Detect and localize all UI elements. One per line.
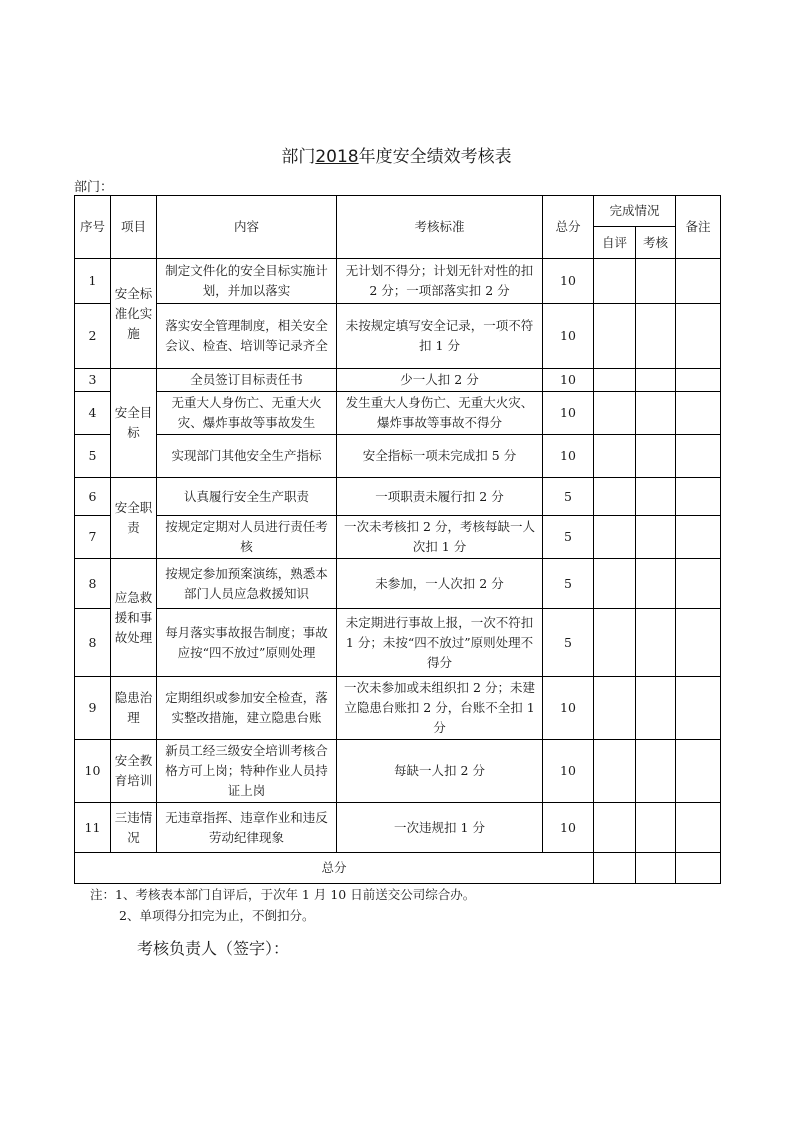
header-item: 项目 (111, 196, 157, 259)
check-score-cell[interactable] (636, 392, 676, 435)
row-standard: 无计划不得分；计划无针对性的扣 2 分；一项部落实扣 2 分 (337, 259, 543, 304)
row-seq: 8 (75, 559, 111, 609)
check-score-cell[interactable] (636, 435, 676, 478)
self-score-cell[interactable] (594, 259, 636, 304)
header-content: 内容 (157, 196, 337, 259)
header-check: 考核 (636, 227, 676, 259)
self-score-cell[interactable] (594, 369, 636, 392)
row-content: 无重大人身伤亡、无重大火灾、爆炸事故等事故发生 (157, 392, 337, 435)
row-seq: 1 (75, 259, 111, 304)
row-score: 10 (543, 369, 594, 392)
remark-cell[interactable] (676, 803, 721, 853)
row-standard: 发生重大人身伤亡、无重大火灾、爆炸事故等事故不得分 (337, 392, 543, 435)
group-label: 隐患治理 (111, 677, 157, 740)
row-standard: 未按规定填写安全记录，一项不符扣 1 分 (337, 304, 543, 369)
row-seq: 3 (75, 369, 111, 392)
row-seq: 4 (75, 392, 111, 435)
total-label: 总分 (75, 853, 594, 884)
total-remark-cell[interactable] (676, 853, 721, 884)
table-row (75, 677, 721, 740)
self-score-cell[interactable] (594, 609, 636, 677)
row-seq: 7 (75, 516, 111, 559)
self-score-cell[interactable] (594, 392, 636, 435)
row-score: 5 (543, 559, 594, 609)
header-self: 自评 (594, 227, 636, 259)
row-content: 按规定参加预案演练，熟悉本部门人员应急救援知识 (157, 559, 337, 609)
check-score-cell[interactable] (636, 369, 676, 392)
title-prefix: 部门 (281, 147, 316, 167)
check-score-cell[interactable] (636, 559, 676, 609)
table-row (75, 478, 721, 516)
row-seq: 8 (75, 609, 111, 677)
table-row (75, 304, 721, 369)
group-label: 安全教育培训 (111, 740, 157, 803)
remark-cell[interactable] (676, 677, 721, 740)
row-content: 制定文件化的安全目标实施计划，并加以落实 (157, 259, 337, 304)
total-row (75, 853, 721, 884)
department-label: 部门： (74, 180, 114, 195)
row-standard: 安全指标一项未完成扣 5 分 (337, 435, 543, 478)
remark-cell[interactable] (676, 559, 721, 609)
check-score-cell[interactable] (636, 740, 676, 803)
row-seq: 5 (75, 435, 111, 478)
remark-cell[interactable] (676, 392, 721, 435)
group-label: 应急救援和事故处理 (111, 559, 157, 677)
row-score: 10 (543, 304, 594, 369)
row-score: 10 (543, 435, 594, 478)
row-seq: 10 (75, 740, 111, 803)
remark-cell[interactable] (676, 609, 721, 677)
row-content: 无违章指挥、违章作业和违反劳动纪律现象 (157, 803, 337, 853)
remark-cell[interactable] (676, 259, 721, 304)
total-self-cell[interactable] (594, 853, 636, 884)
row-standard: 一次未参加或未组织扣 2 分；未建立隐患台账扣 2 分，台账不全扣 1 分 (337, 677, 543, 740)
row-standard: 一次违规扣 1 分 (337, 803, 543, 853)
row-seq: 6 (75, 478, 111, 516)
row-content: 实现部门其他安全生产指标 (157, 435, 337, 478)
self-score-cell[interactable] (594, 435, 636, 478)
row-seq: 2 (75, 304, 111, 369)
title-year: 2018 (315, 147, 359, 167)
remark-cell[interactable] (676, 516, 721, 559)
row-seq: 9 (75, 677, 111, 740)
self-score-cell[interactable] (594, 304, 636, 369)
note-1: 注：1、考核表本部门自评后，于次年 1 月 10 日前送交公司综合办。 (90, 887, 476, 902)
row-seq: 11 (75, 803, 111, 853)
row-content: 每月落实事故报告制度；事故应按“四不放过”原则处理 (157, 609, 337, 677)
check-score-cell[interactable] (636, 478, 676, 516)
table-row (75, 609, 721, 677)
check-score-cell[interactable] (636, 516, 676, 559)
header-standard: 考核标准 (337, 196, 543, 259)
title-suffix: 年度安全绩效考核表 (358, 147, 512, 167)
remark-cell[interactable] (676, 435, 721, 478)
row-content: 新员工经三级安全培训考核合格方可上岗；特种作业人员持证上岗 (157, 740, 337, 803)
remark-cell[interactable] (676, 740, 721, 803)
self-score-cell[interactable] (594, 740, 636, 803)
row-standard: 一项职责未履行扣 2 分 (337, 478, 543, 516)
row-score: 5 (543, 478, 594, 516)
row-standard: 未定期进行事故上报，一次不符扣 1 分；未按“四不放过”原则处理不得分 (337, 609, 543, 677)
assessment-table (74, 195, 721, 884)
header-score: 总分 (543, 196, 594, 259)
group-label: 安全目标 (111, 369, 157, 478)
row-content: 按规定定期对人员进行责任考核 (157, 516, 337, 559)
self-score-cell[interactable] (594, 803, 636, 853)
group-label: 三违情况 (111, 803, 157, 853)
page-title (0, 142, 793, 167)
header-remark: 备注 (676, 196, 721, 259)
signature-label: 考核负责人（签字）： (137, 939, 290, 958)
row-score: 5 (543, 516, 594, 559)
note-2: 2、单项得分扣完为止，不倒扣分。 (119, 908, 315, 923)
table-row (75, 516, 721, 559)
row-score: 5 (543, 609, 594, 677)
row-standard: 每缺一人扣 2 分 (337, 740, 543, 803)
table-row (75, 259, 721, 304)
row-content: 全员签订目标责任书 (157, 369, 337, 392)
table-row (75, 435, 721, 478)
group-label: 安全标准化实施 (111, 259, 157, 369)
table-row (75, 740, 721, 803)
header-completion: 完成情况 (594, 196, 676, 227)
row-standard: 未参加，一人次扣 2 分 (337, 559, 543, 609)
table-row (75, 369, 721, 392)
self-score-cell[interactable] (594, 559, 636, 609)
total-check-cell[interactable] (636, 853, 676, 884)
remark-cell[interactable] (676, 304, 721, 369)
row-score: 10 (543, 740, 594, 803)
row-content: 定期组织或参加安全检查，落实整改措施，建立隐患台账 (157, 677, 337, 740)
table-row (75, 559, 721, 609)
row-score: 10 (543, 259, 594, 304)
row-score: 10 (543, 392, 594, 435)
header-seq: 序号 (75, 196, 111, 259)
table-row (75, 803, 721, 853)
row-standard: 一次未考核扣 2 分，考核每缺一人次扣 1 分 (337, 516, 543, 559)
row-score: 10 (543, 803, 594, 853)
row-content: 认真履行安全生产职责 (157, 478, 337, 516)
self-score-cell[interactable] (594, 677, 636, 740)
remark-cell[interactable] (676, 478, 721, 516)
table-row (75, 392, 721, 435)
self-score-cell[interactable] (594, 516, 636, 559)
row-score: 10 (543, 677, 594, 740)
check-score-cell[interactable] (636, 803, 676, 853)
check-score-cell[interactable] (636, 677, 676, 740)
check-score-cell[interactable] (636, 609, 676, 677)
check-score-cell[interactable] (636, 304, 676, 369)
remark-cell[interactable] (676, 369, 721, 392)
self-score-cell[interactable] (594, 478, 636, 516)
check-score-cell[interactable] (636, 259, 676, 304)
row-content: 落实安全管理制度，相关安全会议、检查、培训等记录齐全 (157, 304, 337, 369)
group-label: 安全职责 (111, 478, 157, 559)
row-standard: 少一人扣 2 分 (337, 369, 543, 392)
